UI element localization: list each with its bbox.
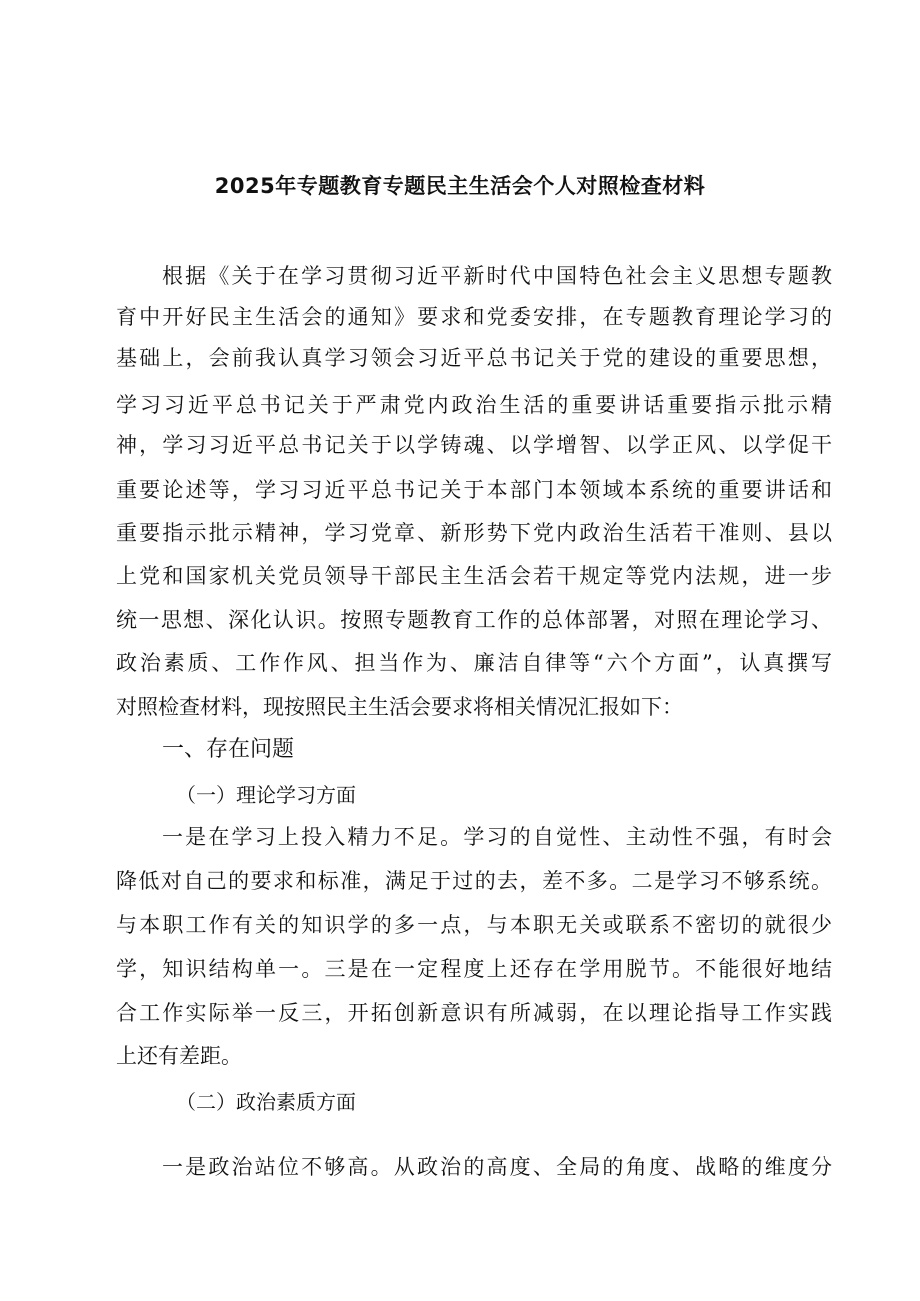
body-line: 降低对自己的要求和标准，满足于过的去，差不多。二是学习不够系统。 <box>116 869 832 893</box>
body-line: 合工作实际举一反三，开拓创新意识有所减弱，在以理论指导工作实践 <box>116 1001 832 1025</box>
intro-line: 政治素质、工作作风、担当作为、廉洁自律等“六个方面”，认真撰写 <box>116 651 832 675</box>
intro-line: 神，学习习近平总书记关于以学铸魂、以学增智、以学正风、以学促干 <box>116 433 832 457</box>
intro-line: 上党和国家机关党员领导干部民主生活会若干规定等党内法规，进一步 <box>116 564 832 588</box>
body-line: 一是在学习上投入精力不足。学习的自觉性、主动性不强，有时会 <box>162 825 832 849</box>
body-line: 一是政治站位不够高。从政治的高度、全局的角度、战略的维度分 <box>162 1155 832 1179</box>
intro-line: 对照检查材料，现按照民主生活会要求将相关情况汇报如下： <box>116 695 683 719</box>
document-title: 2025年专题教育专题民主生活会个人对照检查材料 <box>214 174 706 198</box>
subsection-heading-theory-study: （一）理论学习方面 <box>176 783 356 807</box>
intro-line: 统一思想、深化认识。按照专题教育工作的总体部署，对照在理论学习、 <box>116 608 832 632</box>
subsection-heading-political-quality: （二）政治素质方面 <box>176 1090 356 1114</box>
intro-line: 基础上，会前我认真学习领会习近平总书记关于党的建设的重要思想， <box>116 346 832 370</box>
section-heading-problems: 一、存在问题 <box>162 737 295 762</box>
body-line: 与本职工作有关的知识学的多一点，与本职无关或联系不密切的就很少 <box>116 913 832 937</box>
intro-line: 重要指示批示精神，学习党章、新形势下党内政治生活若干准则、县以 <box>116 521 832 545</box>
intro-line: 根据《关于在学习贯彻习近平新时代中国特色社会主义思想专题教 <box>162 264 832 288</box>
intro-line: 重要论述等，学习习近平总书记关于本部门本领域本系统的重要讲话和 <box>116 478 832 502</box>
intro-line: 育中开好民主生活会的通知》要求和党委安排，在专题教育理论学习的 <box>116 305 832 329</box>
body-line: 学，知识结构单一。三是在一定程度上还存在学用脱节。不能很好地结 <box>116 957 832 981</box>
body-line: 上还有差距。 <box>116 1044 242 1068</box>
intro-line: 学习习近平总书记关于严肃党内政治生活的重要讲话重要指示批示精 <box>116 393 832 417</box>
